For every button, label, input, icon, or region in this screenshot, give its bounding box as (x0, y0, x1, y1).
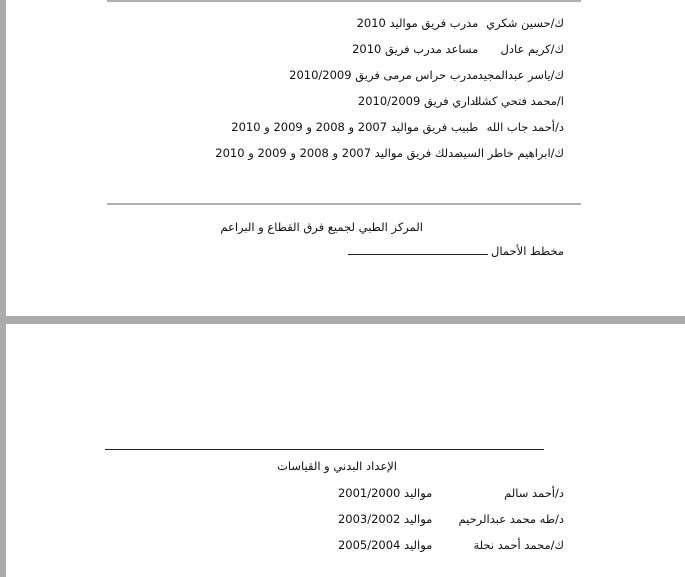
staff-row (338, 536, 564, 554)
loads-planner-line (348, 243, 564, 259)
staff-role: مواليد 2001/2000 (337, 486, 433, 500)
section-rule (105, 449, 544, 450)
staff-row (231, 118, 564, 136)
staff-name: د/طه محمد عبدالرحيم (458, 512, 564, 526)
staff-name: ك/ياسر عبدالمجيد (477, 68, 564, 82)
staff-row (338, 484, 564, 502)
staff-name: ك/حسين شكري (486, 16, 564, 30)
staff-row (358, 92, 564, 110)
staff-row (352, 40, 564, 58)
staff-name: ك/كريم عادل (500, 42, 564, 56)
staff-role: اداري فريق 2010/2009 (357, 94, 479, 108)
staff-name: ك/محمد أحمد نحلة (473, 538, 564, 552)
document-page-2 (6, 324, 685, 577)
staff-role: طبيب فريق مواليد 2007 و 2008 و 2009 و 2010 (231, 120, 479, 134)
staff-name: د/أحمد جاب الله (486, 120, 564, 134)
top-divider (107, 0, 581, 2)
staff-row (215, 144, 564, 162)
staff-role: مساعد مدرب فريق 2010 (352, 42, 479, 56)
loads-planner-label: مخطط الأحمال (491, 244, 564, 258)
document-page-1 (6, 0, 685, 316)
staff-role: مدرب فريق مواليد 2010 (356, 16, 479, 30)
staff-role: مواليد 2003/2002 (337, 512, 433, 526)
staff-role: مدلك فريق مواليد 2007 و 2008 و 2009 و 2010 (215, 146, 461, 160)
staff-row (289, 66, 564, 84)
staff-name: ا/محمد فتحي كشك (471, 94, 564, 108)
staff-role: مواليد 2005/2004 (337, 538, 433, 552)
medical-center-heading: المركز الطبي لجميع فرق القطاع و البراعم (220, 220, 423, 234)
staff-name: د/أحمد سالم (504, 486, 564, 500)
staff-row (338, 510, 564, 528)
staff-name: ك/ابراهيم خاطر السيد (457, 146, 564, 160)
signature-blank (348, 244, 488, 255)
staff-role: مدرب حراس مرمى فريق 2010/2009 (289, 68, 479, 82)
section-divider (107, 203, 581, 205)
section-title: الإعداد البدني و القياسات (277, 459, 397, 473)
staff-row (357, 14, 564, 32)
